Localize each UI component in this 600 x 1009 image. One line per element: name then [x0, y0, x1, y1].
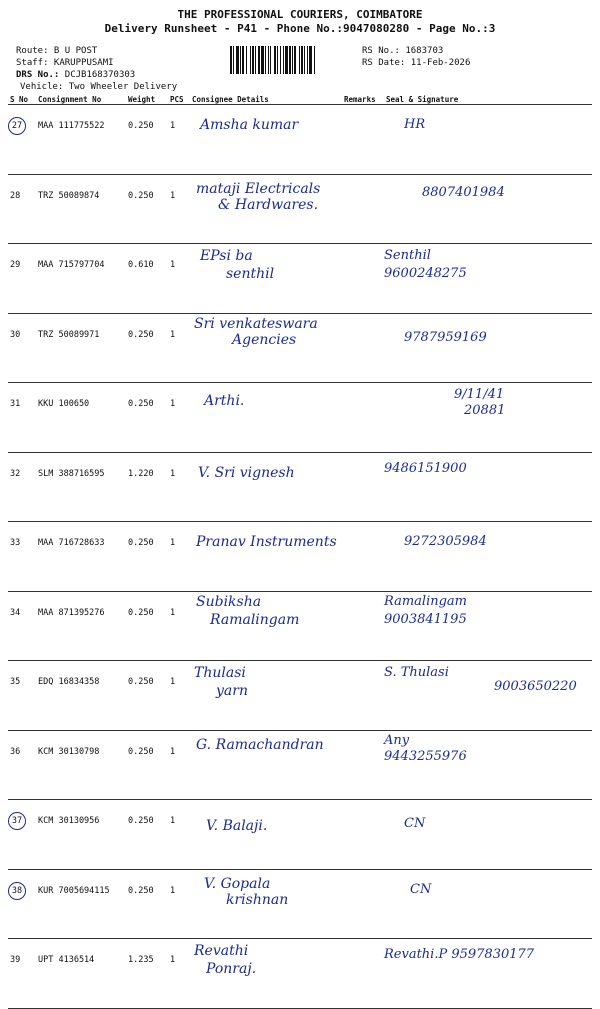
table-row [8, 174, 592, 244]
barcode-bar [270, 46, 271, 74]
row-signature-cell [384, 869, 592, 939]
row-sno-cell [8, 661, 36, 731]
barcode-bar [285, 46, 288, 74]
row-sno-cell [8, 939, 36, 1009]
consignee-handwriting: mataji Electricals [196, 180, 321, 197]
barcode-bar [246, 46, 247, 74]
row-remarks [342, 939, 384, 1009]
barcode-bar [240, 46, 241, 74]
barcode-bar [289, 46, 291, 74]
table-row [8, 939, 592, 1009]
row-remarks [342, 313, 384, 383]
signature-handwriting: 9003650220 [494, 679, 577, 694]
row-pcs: 1 [168, 383, 190, 453]
row-remarks [342, 244, 384, 314]
row-pcs: 1 [168, 661, 190, 731]
barcode-bar [304, 46, 305, 74]
row-remarks [342, 383, 384, 453]
row-sno: 31 [10, 399, 21, 409]
signature-handwriting: 8807401984 [422, 184, 505, 200]
barcode-bar [250, 46, 251, 74]
row-consignment-no: SLM 388716595 [36, 452, 126, 522]
row-remarks [342, 661, 384, 731]
row-weight: 0.250 [126, 105, 168, 175]
barcode-bar [294, 46, 296, 74]
signature-handwriting: HR [404, 117, 426, 132]
barcode-bar [255, 46, 256, 74]
barcode-bar [280, 46, 281, 74]
rs-date: RS Date: 11-Feb-2026 [362, 58, 471, 68]
row-remarks [342, 730, 384, 800]
row-signature-cell [384, 939, 592, 1009]
row-sno: 27 [8, 117, 26, 135]
barcode-bar [258, 46, 260, 74]
row-consignment-no: KCM 30130798 [36, 730, 126, 800]
row-remarks [342, 105, 384, 175]
consignee-handwriting: Pranav Instruments [196, 534, 337, 550]
consignee-handwriting: Arthi. [204, 393, 245, 409]
barcode-bar [314, 46, 315, 74]
row-weight: 0.250 [126, 730, 168, 800]
row-sno-cell [8, 730, 36, 800]
barcode-bar [261, 46, 264, 74]
consignee-handwriting: Ramalingam [210, 611, 300, 628]
runsheet-title: Delivery Runsheet - P41 - Phone No.:9047080280 - Page No.:3 [104, 22, 496, 35]
consignee-handwriting: Agencies [232, 331, 297, 348]
row-remarks [342, 174, 384, 244]
consignee-handwriting: Ponraj. [206, 961, 257, 977]
row-sno-cell [8, 105, 36, 175]
row-remarks [342, 869, 384, 939]
row-consignment-no: MAA 111775522 [36, 105, 126, 175]
table-row [8, 522, 592, 592]
row-sno-cell [8, 869, 36, 939]
row-sno: 36 [10, 746, 21, 757]
row-signature-cell [384, 383, 592, 453]
row-sno: 39 [10, 955, 21, 965]
row-pcs: 1 [168, 800, 190, 870]
row-consignment-no: TRZ 50089971 [36, 313, 126, 383]
consignee-handwriting: Revathi [194, 943, 249, 959]
table-row [8, 452, 592, 522]
consignee-handwriting: yarn [216, 683, 248, 699]
signature-handwriting: S. Thulasi [384, 665, 449, 680]
drs-number [16, 70, 135, 80]
row-consignee-cell [190, 869, 342, 939]
staff-label: Staff: KARUPPUSAMI [16, 58, 114, 68]
col-sno: S No [8, 94, 36, 105]
col-pcs: PCS [168, 94, 190, 105]
row-pcs: 1 [168, 452, 190, 522]
barcode-bar [242, 46, 244, 74]
signature-handwriting: 9443255976 [384, 748, 467, 764]
row-weight: 0.250 [126, 174, 168, 244]
table-row [8, 313, 592, 383]
barcode-bar [292, 46, 293, 74]
drs-value: DCJB168370303 [64, 70, 136, 80]
barcode-bar [299, 46, 300, 74]
row-pcs: 1 [168, 244, 190, 314]
row-consignee-cell [190, 522, 342, 592]
row-consignee-cell [190, 591, 342, 661]
row-sno: 37 [8, 812, 26, 830]
row-consignee-cell [190, 730, 342, 800]
row-pcs: 1 [168, 174, 190, 244]
consignee-handwriting: Sri venkateswara [194, 315, 318, 332]
col-signature: Seal & Signature [384, 94, 592, 105]
barcode-bar [307, 46, 308, 74]
row-consignee-cell [190, 244, 342, 314]
row-consignment-no: KCM 30130956 [36, 800, 126, 870]
row-weight: 0.250 [126, 591, 168, 661]
row-weight: 0.250 [126, 522, 168, 592]
row-consignment-no: MAA 871395276 [36, 591, 126, 661]
row-signature-cell [384, 591, 592, 661]
row-pcs: 1 [168, 105, 190, 175]
barcode-bar [230, 46, 232, 74]
row-sno-cell [8, 591, 36, 661]
drs-label: DRS No.: [16, 70, 60, 80]
col-consignment: Consignment No [36, 94, 126, 105]
row-consignment-no: KUR 7005694115 [36, 869, 126, 939]
row-sno-cell [8, 174, 36, 244]
table-row [8, 730, 592, 800]
barcode [230, 46, 358, 74]
row-consignment-no: MAA 715797704 [36, 244, 126, 314]
row-weight: 0.250 [126, 869, 168, 939]
row-sno-cell [8, 383, 36, 453]
row-signature-cell [384, 313, 592, 383]
col-remarks: Remarks [342, 94, 384, 105]
row-remarks [342, 452, 384, 522]
table-row [8, 105, 592, 175]
barcode-bar [301, 46, 303, 74]
consignee-handwriting: Thulasi [194, 665, 246, 681]
row-weight: 0.250 [126, 661, 168, 731]
row-sno-cell [8, 522, 36, 592]
row-consignment-no: UPT 4136514 [36, 939, 126, 1009]
row-pcs: 1 [168, 522, 190, 592]
signature-handwriting: 20881 [464, 403, 506, 418]
consignee-handwriting: senthil [226, 266, 275, 282]
consignee-handwriting: G. Ramachandran [196, 736, 324, 753]
row-consignee-cell [190, 939, 342, 1009]
row-pcs: 1 [168, 730, 190, 800]
row-signature-cell [384, 800, 592, 870]
consignee-handwriting: krishnan [226, 891, 289, 908]
row-sno-cell [8, 452, 36, 522]
row-sno: 29 [10, 260, 21, 270]
row-sno: 33 [10, 538, 21, 548]
signature-handwriting: CN [404, 816, 426, 831]
row-weight: 0.250 [126, 383, 168, 453]
row-pcs: 1 [168, 313, 190, 383]
table-row [8, 800, 592, 870]
row-sno: 30 [10, 329, 21, 340]
signature-handwriting: 9486151900 [384, 460, 467, 476]
row-sno-cell [8, 244, 36, 314]
table-row [8, 661, 592, 731]
row-signature-cell [384, 174, 592, 244]
row-sno: 32 [10, 468, 21, 479]
row-remarks [342, 591, 384, 661]
row-consignee-cell [190, 800, 342, 870]
company-title: THE PROFESSIONAL COURIERS, COIMBATORE [177, 8, 423, 21]
table-row [8, 244, 592, 314]
table-row [8, 591, 592, 661]
row-pcs: 1 [168, 591, 190, 661]
signature-handwriting: 9/11/41 [454, 387, 505, 402]
barcode-bar [236, 46, 239, 74]
signature-handwriting: 9272305984 [404, 534, 487, 549]
signature-handwriting: CN [410, 881, 432, 897]
row-remarks [342, 800, 384, 870]
row-consignment-no: KKU 100650 [36, 383, 126, 453]
consignee-handwriting: Amsha kumar [200, 117, 299, 133]
row-weight: 1.220 [126, 452, 168, 522]
route-label: Route: B U POST [16, 46, 98, 56]
consignee-handwriting: V. Gopala [204, 875, 271, 892]
row-consignee-cell [190, 313, 342, 383]
row-weight: 0.610 [126, 244, 168, 314]
row-weight: 0.250 [126, 800, 168, 870]
signature-handwriting: Any [384, 732, 410, 748]
barcode-bar [309, 46, 312, 74]
row-signature-cell [384, 730, 592, 800]
barcode-bar [265, 46, 266, 74]
row-consignment-no: MAA 716728633 [36, 522, 126, 592]
row-remarks [342, 522, 384, 592]
row-consignee-cell [190, 661, 342, 731]
consignee-handwriting: Subiksha [196, 593, 262, 610]
signature-handwriting: 9003841195 [384, 611, 467, 627]
row-signature-cell [384, 661, 592, 731]
row-consignment-no: EDQ 16834358 [36, 661, 126, 731]
row-sno: 38 [8, 882, 26, 900]
barcode-bar [274, 46, 276, 74]
row-pcs: 1 [168, 869, 190, 939]
barcode-bar [283, 46, 284, 74]
signature-handwriting: Senthil [384, 248, 431, 263]
row-sno-cell [8, 800, 36, 870]
consignee-handwriting: EPsi ba [200, 248, 253, 264]
row-sno: 35 [10, 677, 21, 687]
row-sno: 34 [10, 607, 21, 618]
consignee-handwriting: V. Balaji. [206, 818, 268, 834]
consignee-handwriting: V. Sri vignesh [198, 464, 295, 481]
signature-handwriting: Revathi.P 9597830177 [384, 947, 535, 962]
col-consignee: Consignee Details [190, 94, 342, 105]
table-row [8, 383, 592, 453]
row-sno: 28 [10, 190, 21, 201]
consignee-handwriting: & Hardwares. [218, 196, 319, 213]
rs-number: RS No.: 1683703 [362, 46, 444, 56]
vehicle-label: Vehicle: Two Wheeler Delivery [20, 82, 178, 92]
row-signature-cell [384, 452, 592, 522]
table-row [8, 869, 592, 939]
col-weight: Weight [126, 94, 168, 105]
barcode-bar [252, 46, 254, 74]
row-pcs: 1 [168, 939, 190, 1009]
row-signature-cell [384, 105, 592, 175]
row-sno-cell [8, 313, 36, 383]
barcode-bar [268, 46, 269, 74]
barcode-bar [233, 46, 234, 74]
row-consignee-cell [190, 383, 342, 453]
row-weight: 1.235 [126, 939, 168, 1009]
row-weight: 0.250 [126, 313, 168, 383]
runsheet-table [8, 94, 592, 1009]
barcode-bar [277, 46, 278, 74]
row-consignee-cell [190, 174, 342, 244]
table-header-row [8, 94, 592, 105]
row-signature-cell [384, 522, 592, 592]
row-consignment-no: TRZ 50089874 [36, 174, 126, 244]
row-signature-cell [384, 244, 592, 314]
row-consignee-cell [190, 105, 342, 175]
signature-handwriting: 9787959169 [404, 329, 487, 345]
signature-handwriting: 9600248275 [384, 266, 467, 281]
row-consignee-cell [190, 452, 342, 522]
signature-handwriting: Ramalingam [384, 593, 468, 609]
